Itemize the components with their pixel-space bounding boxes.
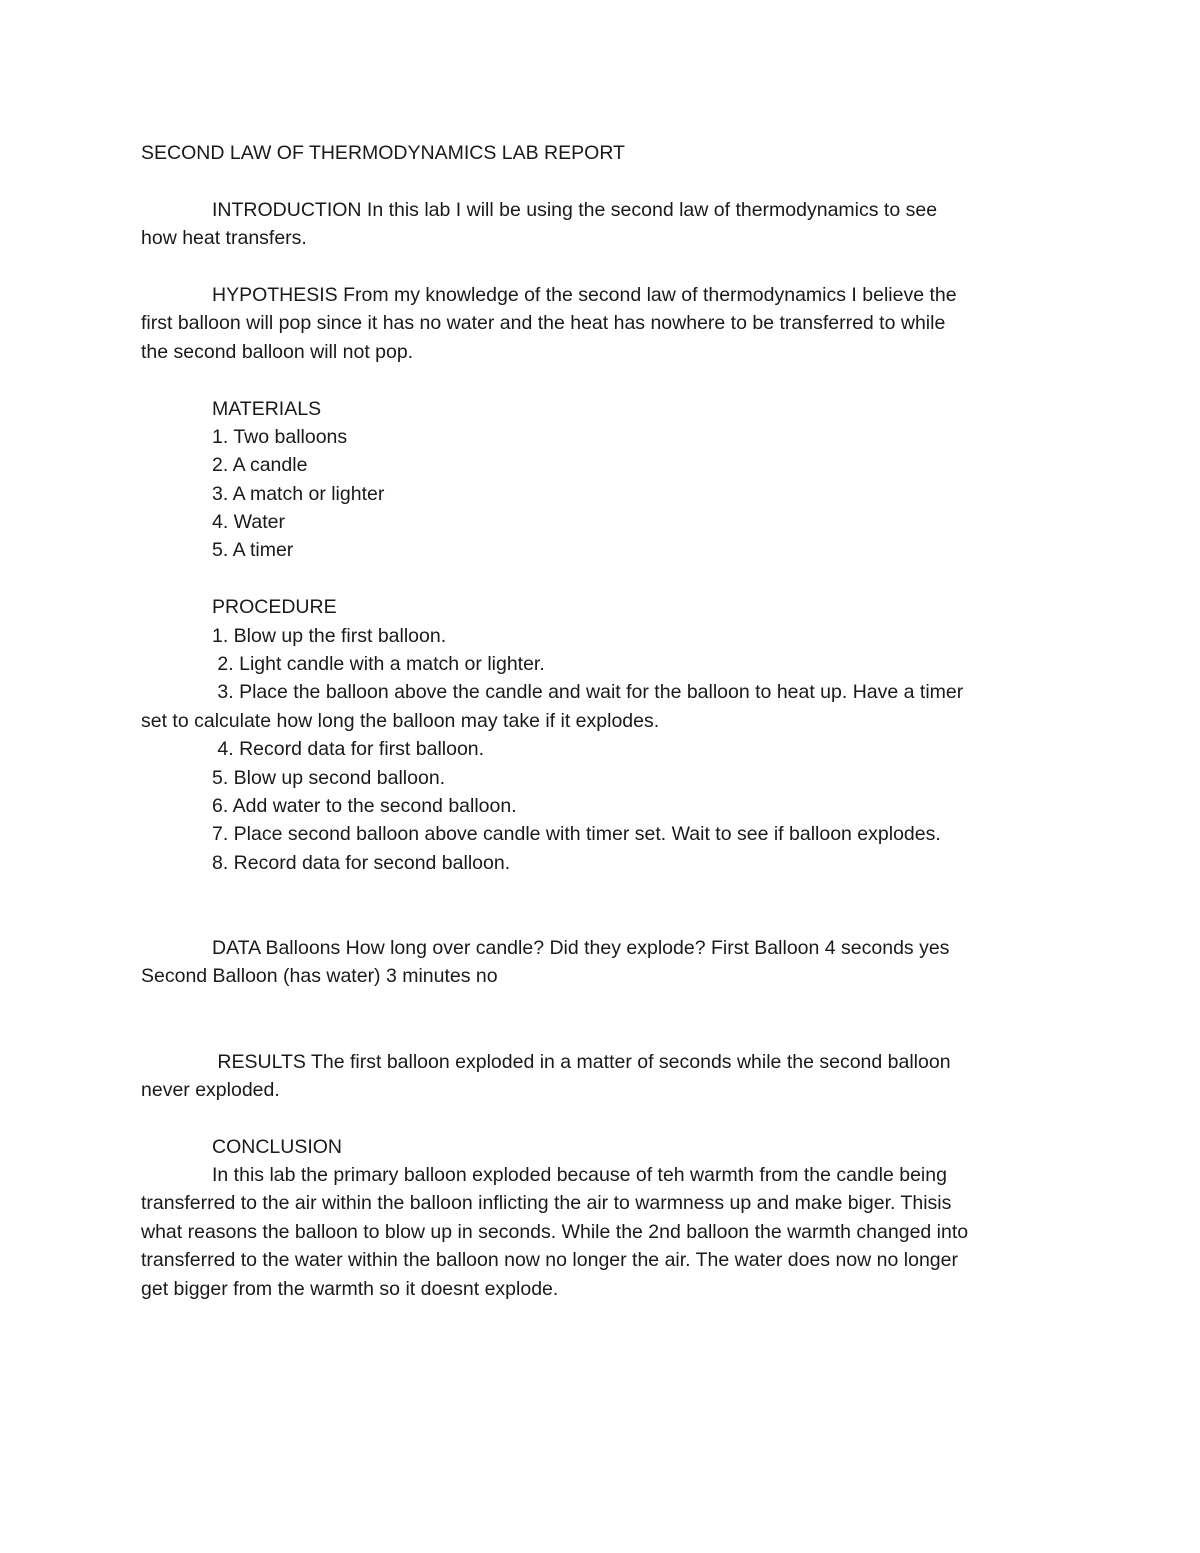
introduction-section [141, 196, 1061, 253]
spacer [141, 366, 1061, 394]
hypothesis-line: HYPOTHESIS From my knowledge of the second law of thermodynamics I believe the [212, 283, 957, 306]
data-section [141, 934, 1061, 991]
document-body [141, 139, 1061, 1303]
results-section [141, 1048, 1061, 1105]
procedure-step: 2. Light candle with a match or lighter. [212, 653, 545, 676]
data-line: DATA Balloons How long over candle? Did they explode? First Balloon 4 seconds yes [212, 936, 950, 959]
introduction-line: INTRODUCTION In this lab I will be using the second law of thermodynamics to see [212, 198, 938, 221]
conclusion-line: transferred to the water within the balloon now no longer the air. The water does now no longer [141, 1249, 958, 1272]
spacer [141, 565, 1061, 593]
procedure-step: 6. Add water to the second balloon. [212, 794, 517, 817]
results-line: never exploded. [141, 1078, 280, 1101]
spacer [141, 1104, 1061, 1132]
procedure-step: 1. Blow up the first balloon. [212, 624, 447, 647]
procedure-section [141, 593, 1061, 877]
materials-item: 3. A match or lighter [212, 482, 385, 505]
procedure-step: 3. Place the balloon above the candle and wait for the balloon to heat up. Have a timer [212, 681, 964, 704]
conclusion-heading: CONCLUSION [212, 1135, 343, 1158]
spacer [141, 253, 1061, 281]
procedure-step: 5. Blow up second balloon. [212, 766, 446, 789]
introduction-line: how heat transfers. [141, 227, 307, 250]
hypothesis-line: first balloon will pop since it has no water and the heat has nowhere to be transferred to while [141, 312, 946, 335]
spacer [141, 877, 1061, 905]
spacer [141, 167, 1061, 195]
document-title: SECOND LAW OF THERMODYNAMICS LAB REPORT [141, 142, 625, 164]
hypothesis-section [141, 281, 1061, 366]
procedure-step: 4. Record data for first balloon. [212, 738, 485, 761]
materials-item: 5. A timer [212, 539, 294, 562]
results-line: RESULTS The first balloon exploded in a matter of seconds while the second balloon [212, 1050, 951, 1073]
hypothesis-line: the second balloon will not pop. [141, 340, 414, 363]
conclusion-line: what reasons the balloon to blow up in seconds. While the 2nd balloon the warmth changed into [141, 1220, 969, 1243]
procedure-step: 7. Place second balloon above candle with timer set. Wait to see if balloon explodes. [212, 823, 941, 846]
materials-item: 4. Water [212, 511, 285, 534]
procedure-step: 8. Record data for second balloon. [212, 851, 511, 874]
spacer [141, 1019, 1061, 1047]
spacer [141, 906, 1061, 934]
conclusion-line: In this lab the primary balloon exploded because of teh warmth from the candle being [212, 1164, 947, 1187]
conclusion-line: get bigger from the warmth so it doesnt explode. [141, 1277, 559, 1300]
procedure-heading: PROCEDURE [212, 596, 337, 619]
conclusion-section [141, 1133, 1061, 1303]
data-line: Second Balloon (has water) 3 minutes no [141, 965, 498, 988]
materials-section [141, 395, 1061, 565]
materials-item: 2. A candle [212, 454, 308, 477]
materials-item: 1. Two balloons [212, 425, 348, 448]
conclusion-line: transferred to the air within the balloon inflicting the air to warmness up and make biger. Thisis [141, 1192, 952, 1215]
materials-heading: MATERIALS [212, 397, 322, 420]
spacer [141, 991, 1061, 1019]
procedure-step: set to calculate how long the balloon may take if it explodes. [141, 709, 660, 732]
